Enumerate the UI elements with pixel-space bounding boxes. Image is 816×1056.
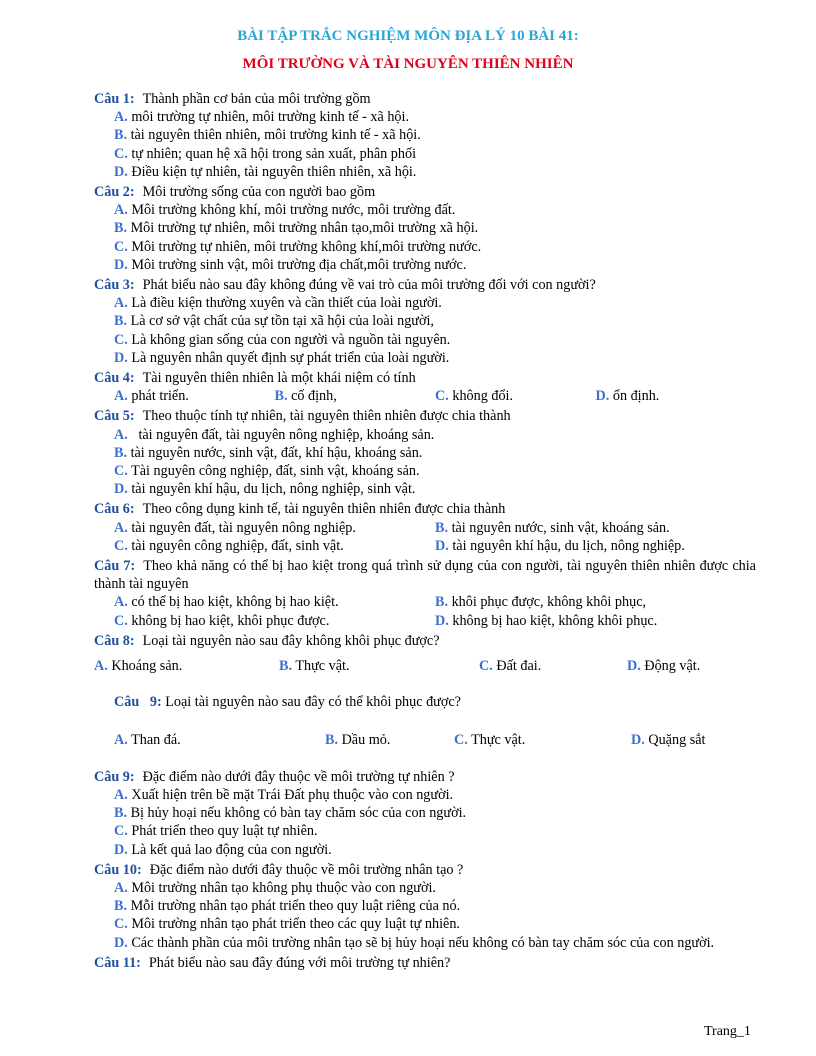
question-3 [94, 276, 756, 294]
question-2-option-d[interactable]: D. Môi trường sinh vật, môi trường địa chất,môi trường nước. [114, 256, 467, 273]
question-4-label: Câu 4: [94, 370, 135, 387]
question-8-option-d[interactable]: D. Động vật. [627, 658, 701, 675]
question-10-label: Câu 10: [94, 861, 142, 878]
question-11-text: Phát biểu nào sau đây đúng với môi trường tự nhiên? [148, 954, 451, 971]
question-5-option-c[interactable]: C. Tài nguyên công nghiệp, đất, sinh vật, khoáng sản. [114, 463, 420, 480]
question-4-option-d[interactable]: D. ổn định. [595, 388, 660, 405]
question-8-label: Câu 8: [94, 632, 135, 649]
document-title: BÀI TẬP TRẮC NGHIỆM MÔN ĐỊA LÝ 10 BÀI 41: [237, 28, 579, 44]
question-4-option-c[interactable]: C. không đổi. [435, 388, 514, 405]
question-8-text: Loại tài nguyên nào sau đây không khôi phục được? [142, 632, 440, 649]
question-4-option-a[interactable]: A. phát triển. [114, 388, 189, 405]
question-9b-option-c[interactable]: C. Phát triển theo quy luật tự nhiên. [114, 823, 318, 840]
question-8-option-b[interactable]: B. Thực vật. [279, 658, 350, 675]
question-1 [94, 90, 756, 108]
question-7 [94, 557, 756, 593]
question-3-option-c[interactable]: C. Là không gian sống của con người và nguồn tài nguyên. [114, 331, 451, 348]
question-10-option-a[interactable]: A. Môi trường nhân tạo không phụ thuộc vào con người. [114, 879, 436, 896]
question-9b-label: Câu 9: [94, 768, 135, 785]
question-9a-text: Loại tài nguyên nào sau đây có thể khôi phục được? [165, 694, 461, 711]
question-2-option-a[interactable]: A. Môi trường không khí, môi trường nước, môi trường đất. [114, 202, 456, 219]
question-9a-options [114, 731, 756, 749]
question-list [94, 88, 756, 972]
question-9a [114, 693, 756, 711]
question-10-option-b[interactable]: B. Mỗi trường nhân tạo phát triển theo quy luật riêng của nó. [114, 898, 461, 915]
question-6-options-row-2 [114, 537, 756, 555]
question-1-option-d[interactable]: D. Điều kiện tự nhiên, tài nguyên thiên nhiên, xã hội. [114, 163, 417, 180]
question-8-options [94, 657, 756, 675]
question-9b-option-b[interactable]: B. Bị hủy hoại nếu không có bàn tay chăm sóc của con người. [114, 805, 467, 822]
question-3-label: Câu 3: [94, 277, 135, 294]
question-9a-option-d[interactable]: D. Quặng sắt [631, 731, 706, 748]
question-10-text: Đặc điểm nào dưới đây thuộc về môi trường nhân tạo ? [149, 861, 464, 878]
question-7-text: Theo khả năng có thể bị hao kiệt trong quá trình sử dụng của con người, tài nguyên thiên nhiên được chia thành tài nguyên [94, 558, 756, 593]
question-5-text: Theo thuộc tính tự nhiên, tài nguyên thiên nhiên được chia thành [142, 408, 511, 425]
question-2-text: Môi trường sống của con người bao gồm [142, 184, 376, 201]
question-9b-option-a[interactable]: A. Xuất hiện trên bề mặt Trái Đất phụ thuộc vào con người. [114, 786, 454, 803]
question-6-text: Theo công dụng kinh tế, tài nguyên thiên nhiên được chia thành [142, 501, 506, 518]
question-7-option-c[interactable]: C. không bị hao kiệt, khôi phục được. [114, 612, 330, 629]
question-5-option-a[interactable]: A. tài nguyên đất, tài nguyên nông nghiệp, khoáng sản. [114, 426, 435, 443]
question-9a-option-c[interactable]: C. Thực vật. [454, 731, 526, 748]
question-9b [94, 768, 756, 786]
question-7-label: Câu 7: [94, 558, 136, 575]
question-4 [94, 369, 756, 387]
question-7-option-b[interactable]: B. khôi phục được, không khôi phục, [435, 594, 647, 611]
question-2-label: Câu 2: [94, 184, 135, 201]
question-9a-option-b[interactable]: B. Dầu mỏ. [325, 731, 391, 748]
question-9b-text: Đặc điểm nào dưới đây thuộc về môi trường tự nhiên ? [142, 768, 455, 785]
question-6-options-row-1 [114, 519, 756, 537]
question-4-text: Tài nguyên thiên nhiên là một khái niệm có tính [142, 370, 416, 387]
question-3-option-d[interactable]: D. Là nguyên nhân quyết định sự phát triển của loài người. [114, 349, 450, 366]
question-5 [94, 407, 756, 425]
question-1-text: Thành phần cơ bản của môi trường gồm [142, 91, 371, 107]
question-2 [94, 183, 756, 201]
question-9a-label: Câu [114, 694, 140, 711]
question-10 [94, 861, 756, 879]
question-5-option-d[interactable]: D. tài nguyên khí hậu, du lịch, nông nghiệp, sinh vật. [114, 481, 416, 498]
question-6-option-b[interactable]: B. tài nguyên nước, sinh vật, khoáng sản. [435, 519, 670, 536]
question-5-label: Câu 5: [94, 408, 135, 425]
question-6 [94, 500, 756, 518]
question-4-option-b[interactable]: B. cố định, [274, 388, 337, 405]
question-3-option-b[interactable]: B. Là cơ sở vật chất của sự tồn tại xã hội của loài người, [114, 313, 434, 330]
question-2-option-b[interactable]: B. Môi trường tự nhiên, môi trường nhân tạo,môi trường xã hội. [114, 220, 479, 237]
question-11-label: Câu 11: [94, 954, 141, 971]
question-1-option-c[interactable]: C. tự nhiên; quan hệ xã hội trong sản xuất, phân phối [114, 145, 417, 162]
question-6-label: Câu 6: [94, 501, 135, 518]
question-7-options-row-2 [114, 612, 756, 630]
question-8-option-a[interactable]: A. Khoáng sản. [94, 658, 183, 675]
page-number: Trang_1 [704, 1024, 751, 1039]
question-9b-option-d[interactable]: D. Là kết quả lao động của con người. [114, 841, 332, 858]
question-8 [94, 632, 756, 650]
question-6-option-d[interactable]: D. tài nguyên khí hậu, du lịch, nông nghiệp. [435, 537, 685, 554]
question-1-option-b[interactable]: B. tài nguyên thiên nhiên, môi trường kinh tế - xã hội. [114, 127, 421, 144]
question-3-option-a[interactable]: A. Là điều kiện thường xuyên và cần thiết của loài người. [114, 295, 442, 312]
question-4-options [114, 387, 756, 405]
question-11 [94, 954, 756, 972]
question-10-option-d[interactable]: D. Các thành phần của môi trường nhân tạo sẽ bị hủy hoại nếu không có bàn tay chăm sóc của con người. [114, 934, 715, 951]
question-3-text: Phát biểu nào sau đây không đúng về vai trò của môi trường đối với con người? [142, 277, 596, 294]
question-7-option-a[interactable]: A. có thể bị hao kiệt, không bị hao kiệt. [114, 594, 339, 611]
question-9a-option-a[interactable]: A. Than đá. [114, 731, 181, 748]
question-7-options-row-1 [114, 593, 756, 611]
question-1-option-a[interactable]: A. môi trường tự nhiên, môi trường kinh tế - xã hội. [114, 109, 409, 126]
document-subtitle: MÔI TRƯỜNG VÀ TÀI NGUYÊN THIÊN NHIÊN [242, 56, 574, 72]
question-6-option-c[interactable]: C. tài nguyên công nghiệp, đất, sinh vật. [114, 537, 344, 554]
question-1-label: Câu 1: [94, 91, 135, 107]
question-6-option-a[interactable]: A. tài nguyên đất, tài nguyên nông nghiệp. [114, 519, 356, 536]
question-5-option-b[interactable]: B. tài nguyên nước, sinh vật, đất, khí hậu, khoáng sản. [114, 444, 423, 461]
question-7-option-d[interactable]: D. không bị hao kiệt, không khôi phục. [435, 612, 658, 629]
question-2-option-c[interactable]: C. Môi trường tự nhiên, môi trường không khí,môi trường nước. [114, 238, 482, 255]
question-8-option-c[interactable]: C. Đất đai. [479, 658, 542, 675]
question-10-option-c[interactable]: C. Môi trường nhân tạo phát triển theo các quy luật tự nhiên. [114, 916, 460, 933]
question-9a-number: 9: [149, 694, 162, 711]
